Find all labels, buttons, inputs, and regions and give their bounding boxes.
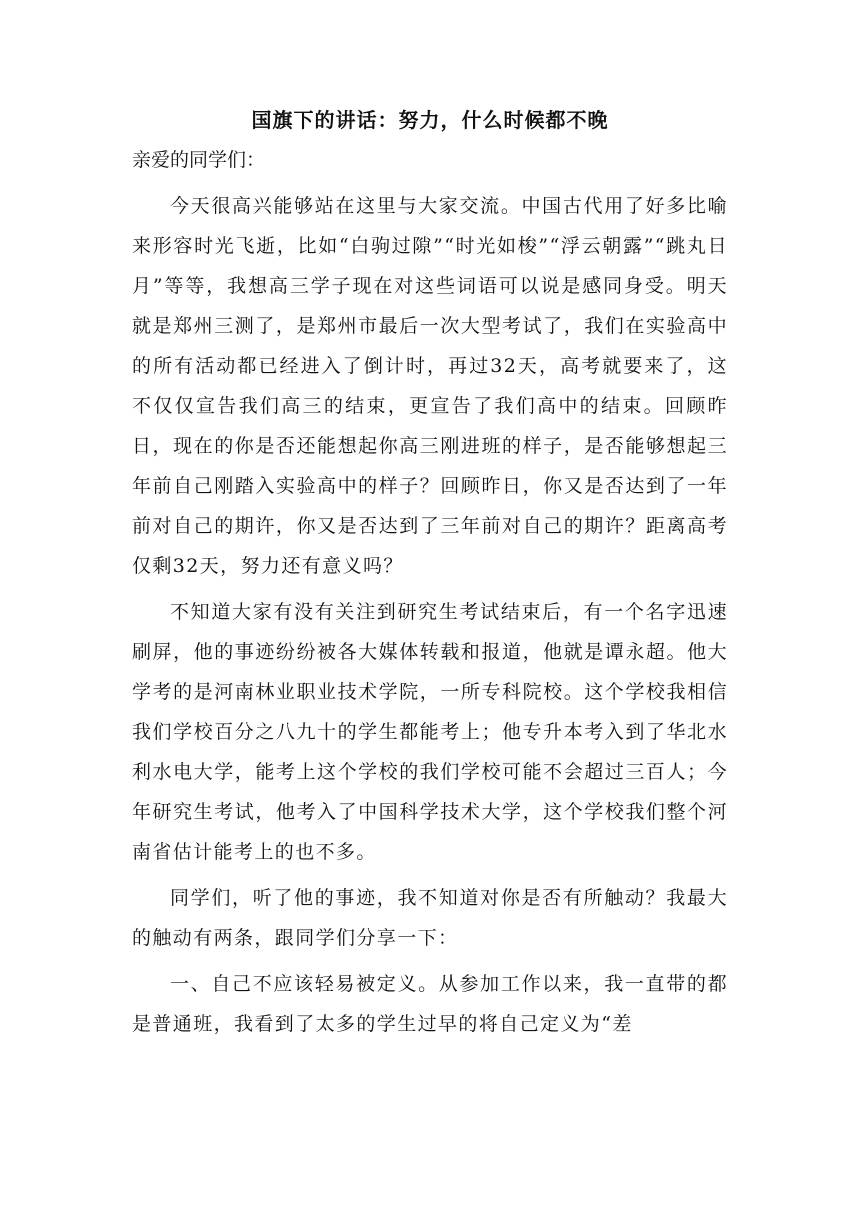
paragraph-2: 不知道大家有没有关注到研究生考试结束后，有一个名字迅速刷屏，他的事迹纷纷被各大媒体转载和报道，他就是谭永超。他大学考的是河南林业职业技术学院，一所专科院校。这个学校我相信我们学校百分之八九十的学生都能考上；他专升本考入到了华北水利水电大学，能考上这个学校的我们学校可能不会超过三百人；今年研究生考试，他考入了中国科学技术大学，这个学校我们整个河南省估计能考上的也不多。 <box>132 601 728 863</box>
paragraph-4: 一、自己不应该轻易被定义。从参加工作以来，我一直带的都是普通班，我看到了太多的学生过早的将自己定义为“差 <box>132 973 728 1035</box>
salutation: 亲爱的同学们： <box>132 149 266 171</box>
document-page <box>132 100 728 1044</box>
document-title: 国旗下的讲话：努力，什么时候都不晚 <box>251 108 609 132</box>
paragraph-1: 今天很高兴能够站在这里与大家交流。中国古代用了好多比喻来形容时光飞逝，比如“白驹过隙”“时光如梭”“浮云朝露”“跳丸日月”等等，我想高三学子现在对这些词语可以说是感同身受。明天就是郑州三测了，是郑州市最后一次大型考试了，我们在实验高中的所有活动都已经进入了倒计时，再过32天，高考就要来了，这不仅仅宣告我们高三的结束，更宣告了我们高中的结束。回顾昨日，现在的你是否还能想起你高三刚进班的样子，是否能够想起三年前自己刚踏入实验高中的样子？回顾昨日，你又是否达到了一年前对自己的期许，你又是否达到了三年前对自己的期许？距离高考仅剩32天，努力还有意义吗？ <box>132 195 728 577</box>
paragraph-3: 同学们，听了他的事迹，我不知道对你是否有所触动？我最大的触动有两条，跟同学们分享一下： <box>132 887 728 949</box>
